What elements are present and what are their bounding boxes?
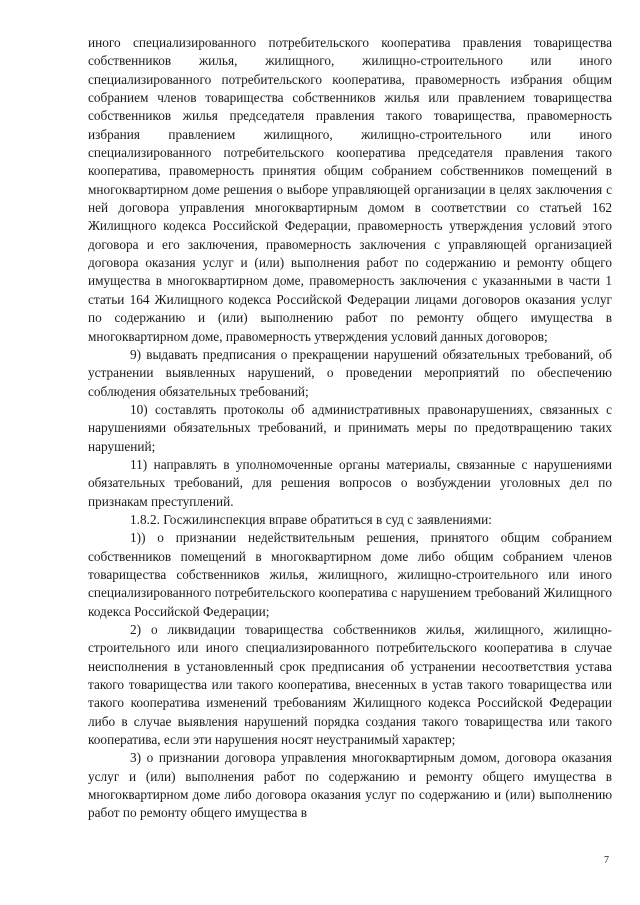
paragraph: иного специализированного потребительского кооператива правления товарищества собственников жилья, жилищного, жилищно-строительного или иного специализированного потребительского кооператива, правомерность избрания общим собранием членов товарищества собственников жилья или правлением товарищества собственников жилья председателя правления такого товарищества, правомерность избрания правлением жилищного, жилищно-строительного или иного специализированного потребительского кооператива председателя правления такого кооператива, правомерность принятия общим собранием собственников помещений в многоквартирном доме решения о выборе управляющей организации в целях заключения с ней договора управления многоквартирным домом в соответствии со статьей 162 Жилищного кодекса Российской Федерации, правомерность утверждения условий этого договора и его заключения, правомерность заключения с управляющей организацией договора оказания услуг и (или) выполнения работ по содержанию и ремонту общего имущества в многоквартирном доме, правомерность заключения с указанными в части 1 статьи 164 Жилищного кодекса Российской Федерации лицами договоров оказания услуг по содержанию и (или) выполнению работ по ремонту общего имущества в многоквартирном доме, правомерность утверждения условий данных договоров;: [88, 35, 612, 344]
paragraph: 1)) о признании недействительным решения, принятого общим собранием собственников помещений в многоквартирном доме либо общим собранием членов товарищества собственников жилья, жилищного, жилищно-строительного или иного специализированного потребительского кооператива с нарушением требований Жилищного кодекса Российской Федерации;: [88, 530, 612, 619]
paragraph: 10) составлять протоколы об административных правонарушениях, связанных с нарушениями обязательных требований, и принимать меры по предотвращению таких нарушений;: [88, 401, 612, 454]
paragraph: 1.8.2. Госжилинспекция вправе обратиться в суд с заявлениями:: [130, 511, 492, 527]
paragraph: 11) направлять в уполномоченные органы материалы, связанные с нарушениями обязательных требований, для решения вопросов о возбуждении уголовных дел по признакам преступлений.: [88, 456, 612, 509]
document-body: [88, 34, 612, 823]
paragraph: 9) выдавать предписания о прекращении нарушений обязательных требований, об устранении выявленных нарушений, о проведении мероприятий по обеспечению соблюдения обязательных требований;: [88, 346, 612, 399]
paragraph: 3) о признании договора управления многоквартирным домом, договора оказания услуг и (или) выполнения работ по содержанию и ремонту общего имущества в многоквартирном доме либо договора оказания услуг по содержанию и (или) выполнению работ по ремонту общего имущества в: [88, 750, 612, 821]
paragraph: 2) о ликвидации товарищества собственников жилья, жилищного, жилищно-строительного или иного специализированного потребительского кооператива в случае неисполнения в установленный срок предписания об устранении несоответствия устава такого товарищества или такого кооператива, внесенных в устав такого товарищества или такого кооператива изменений требованиям Жилищного кодекса Российской Федерации либо в случае выявления нарушений порядка создания такого товарищества или такого кооператива, если эти нарушения носят неустранимый характер;: [88, 622, 612, 748]
page-number: 7: [604, 855, 609, 866]
